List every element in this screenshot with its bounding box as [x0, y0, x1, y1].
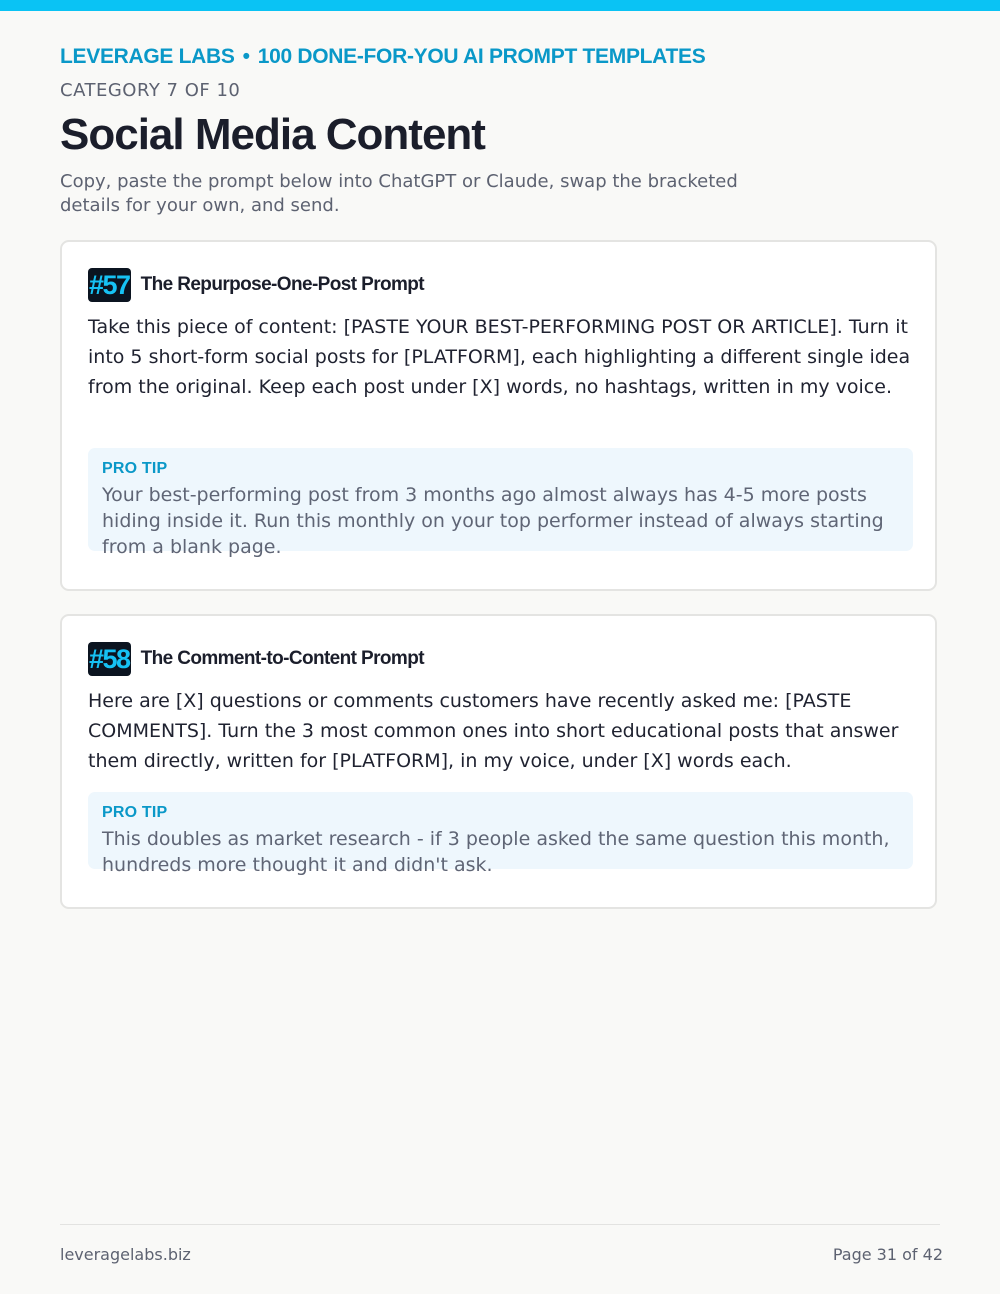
top-accent-bar [0, 0, 1000, 11]
prompt-card [60, 240, 937, 591]
product-name: 100 DONE-FOR-YOU AI PROMPT TEMPLATES [257, 45, 706, 68]
page-title: Social Media Content [60, 110, 485, 159]
pro-tip-text: This doubles as market research - if 3 people asked the same question this month, hundreds more thought it and didn't ask. [102, 828, 890, 876]
category-label: CATEGORY 7 OF 10 [60, 80, 241, 101]
prompt-title: The Repurpose-One-Post Prompt [140, 274, 425, 295]
pro-tip-text: Your best-performing post from 3 months ago almost always has 4-5 more posts hiding inside it. Run this monthly on your top performer instead of always starting from a blank page. [102, 484, 884, 558]
page-subtitle: Copy, paste the prompt below into ChatGPT or Claude, swap the bracketed details for your own, and send. [60, 171, 738, 216]
pro-tip-box [88, 448, 913, 558]
prompt-number-badge: #58 [89, 644, 130, 674]
prompt-card-header [88, 642, 424, 676]
brand-name: LEVERAGE LABS [60, 45, 235, 68]
prompt-card [60, 614, 937, 909]
prompt-text: Here are [X] questions or comments customers have recently asked me: [PASTE COMMENTS]. Turn the 3 most common ones into short educational posts that answer them directly, written for [PLATFORM], in my voice, under [X] words each. [88, 690, 899, 772]
prompt-card-header [88, 268, 424, 302]
prompt-number-badge: #57 [89, 270, 130, 300]
footer-website: leveragelabs.biz [60, 1245, 191, 1264]
footer-page-number: Page 31 of 42 [832, 1245, 943, 1264]
brand-header [60, 45, 705, 69]
pro-tip-label: PRO TIP [102, 460, 168, 477]
footer-divider [60, 1224, 940, 1225]
prompt-text: Take this piece of content: [PASTE YOUR BEST-PERFORMING POST OR ARTICLE]. Turn it into 5 short-form social posts for [PLATFORM], each highlighting a different single idea from the original. Keep each post under [X] words, no hashtags, written in my voice. [88, 316, 911, 398]
brand-separator: • [242, 45, 250, 68]
pro-tip-box [88, 792, 913, 876]
pro-tip-label: PRO TIP [102, 804, 168, 821]
prompt-title: The Comment-to-Content Prompt [140, 648, 424, 669]
